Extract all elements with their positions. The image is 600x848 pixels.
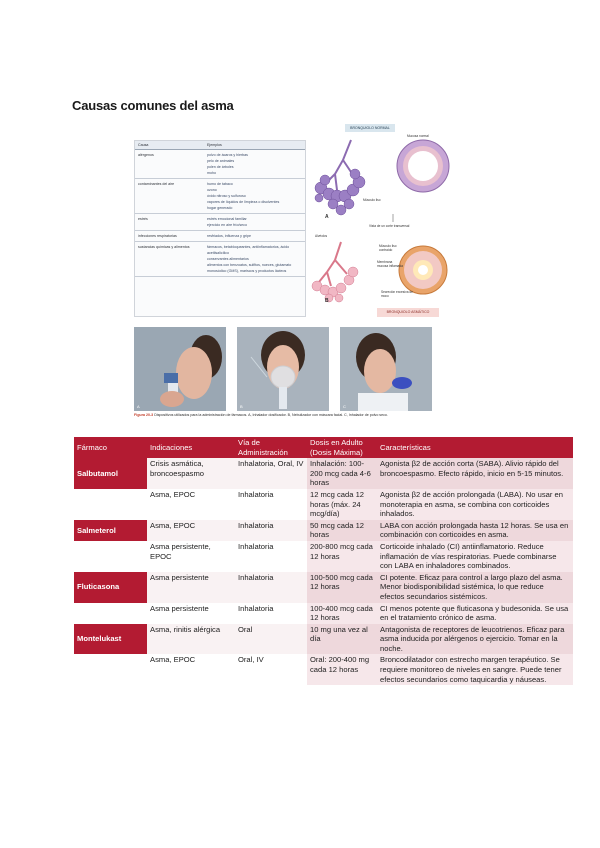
drug-characteristics: Agonista β2 de acción prolongada (LABA). No usar en monoterapia en asma, se combina con corticoides inhalados. [377,489,573,520]
label-spasm: Músculo liso contraído [379,244,397,252]
bronchiole-illustration [311,122,454,320]
causes-examples [207,181,305,211]
photo-inhaler [134,327,226,411]
drug-row [74,572,573,603]
photo-caption [134,413,432,418]
causes-col-causa: Causa [138,143,149,147]
label-mucosa: Mucosa normal [407,134,429,138]
header-farmaco: Fármaco [74,437,147,458]
photo-label-a: A [137,404,140,409]
drug-dose: Inhalación: 100-200 mcg cada 4-6 horas [307,458,377,489]
drug-route: Oral, IV [235,654,307,685]
causes-row [135,242,305,277]
header-indicaciones: Indicaciones [147,437,235,458]
caption-figure-ref: Figura 20-3 [134,413,154,417]
panel-label-b: B [325,298,329,304]
drug-route: Oral [235,624,307,655]
causes-header-row [135,141,305,150]
drug-name: Budesonida [74,541,147,572]
causes-example-item: pelo de animales [207,159,235,163]
causes-example-item: óxido nitroso y sulfuroso [207,194,246,198]
causes-example-item: moho [207,171,216,175]
drug-dose: 100-500 mcg cada 12 horas [307,572,377,603]
causes-row [135,231,305,242]
drug-name: Formoterol [74,489,147,520]
causes-example-item: alimentos con benzoatos, sulfitos, nueces, glutamato monosódico (GMS), mariscos y productos lácteos [207,263,292,273]
header-via: Vía de Administración [235,437,307,458]
causes-example-item: resfriados, influenza y gripe [207,234,251,238]
page-title: Causas comunes del asma [72,98,234,113]
causes-examples [207,152,305,176]
drug-route: Inhalatoria [235,489,307,520]
causes-example-item: conservantes alimentarios [207,257,249,261]
drug-row [74,489,573,520]
drug-characteristics: CI potente. Eficaz para control a largo plazo del asma. Menor biodisponibilidad sistémica, lo que reduce efectos secundarios sistémicos. [377,572,573,603]
causes-example-item: estrés emocional familiar [207,217,247,221]
causes-table-figure [134,140,306,317]
drug-table-header [74,437,573,458]
asthma-airway-tree [319,242,347,286]
drug-name: Beclometasona [74,603,147,624]
causes-row [135,179,305,214]
drug-table [74,437,573,685]
header-dosis: Dosis en Adulto (Dosis Máxima) [307,437,377,458]
drug-dose: 200-800 mcg cada 12 horas [307,541,377,572]
drug-indications: Asma persistente, EPOC [147,541,235,572]
drug-row [74,458,573,489]
drug-row [74,603,573,624]
causes-examples [207,216,305,228]
drug-route: Inhalatoria [235,520,307,541]
drug-indications: Asma, EPOC [147,520,235,541]
drug-route: Inhalatoria [235,572,307,603]
drug-characteristics: Agonista β2 de acción corta (SABA). Alivio rápido del broncoespasmo. Efecto rápido, inicio en 5-15 minutos. [377,458,573,489]
header-caracteristicas: Características [377,437,573,458]
drug-name: Salmeterol [74,520,147,541]
drug-characteristics: LABA con acción prolongada hasta 12 horas. Se usa en combinación con corticoides en asma. [377,520,573,541]
causes-example-item: hogar generado [207,206,233,210]
causes-row [135,150,305,179]
causes-cause: estrés [138,217,148,221]
causes-example-item: polvo de ácaros y hierbas [207,153,248,157]
label-smooth-muscle: Músculo liso [363,198,381,202]
drug-dose: 50 mcg cada 12 horas [307,520,377,541]
drug-row [74,520,573,541]
causes-example-item: humo de tabaco [207,182,233,186]
drug-table-body [74,458,573,685]
drug-row [74,541,573,572]
causes-example-item: vapores de líquidos de limpieza o disolventes [207,200,280,204]
drug-name: Fluticasona [74,572,147,603]
drug-dose: 100-400 mcg cada 12 horas [307,603,377,624]
photo-label-c: C [343,404,346,409]
drug-indications: Asma persistente [147,603,235,624]
asthma-cross-section [399,246,447,294]
photo-dry-powder-inhaler [340,327,432,411]
asthma-alveoli [312,267,358,302]
label-inflamed-mucosa: Membrana mucosa inflamada [377,260,403,268]
drug-characteristics: Antagonista de receptores de leucotrienos. Eficaz para asma inducida por alérgenos o ejercicio. Tomar en la noche. [377,624,573,655]
normal-alveoli [315,169,365,215]
causes-cause: infecciones respiratorias [138,234,177,238]
drug-name: Salbutamol [74,458,147,489]
causes-row [135,214,305,231]
causes-example-item: polen de árboles [207,165,234,169]
drug-route: Inhalatoria [235,603,307,624]
drug-route: Inhalatoria, Oral, IV [235,458,307,489]
caption-text: Dispositivos utilizados para la administración de fármacos. A, Inhalador dosificador. B, Nebulizador con máscara facial. C, Inhalador de polvo seco. [154,413,388,417]
panel-label-a: A [325,214,329,220]
causes-examples [207,244,305,274]
drug-row [74,624,573,655]
drug-indications: Crisis asmática, broncoespasmo [147,458,235,489]
drug-name: Teofilina [74,654,147,685]
drug-indications: Asma, EPOC [147,489,235,520]
drug-dose: Oral: 200-400 mg cada 12 horas [307,654,377,685]
causes-cause: contaminantes del aire [138,182,175,186]
drug-indications: Asma persistente [147,572,235,603]
photo-label-b: B [240,404,243,409]
photo-nebulizer-mask [237,327,329,411]
drug-dose: 10 mg una vez al día [307,624,377,655]
normal-cross-section [397,140,449,192]
drug-indications: Asma, EPOC [147,654,235,685]
drug-row [74,654,573,685]
inhaler-photos-figure [134,325,432,428]
causes-cause: sustancias químicas y alimentos [138,245,190,249]
causes-example-item: fármacos, betabloqueantes, antiinflamatorios, ácido acetilsalicílico [207,245,290,255]
causes-examples [207,233,305,239]
normal-bronchiole-badge: BRONQUIOLO NORMAL [345,124,395,132]
drug-indications: Asma, rinitis alérgica [147,624,235,655]
causes-rows [135,150,305,277]
causes-example-item: ejercicio en aire frío/seco [207,223,247,227]
asthma-bronchiole-badge: BRONQUIOLO ASMÁTICO [377,308,439,317]
label-alveoli: Alvéolos [315,234,328,238]
drug-characteristics: CI menos potente que fluticasona y budesonida. Se usa en el tratamiento crónico de asma. [377,603,573,624]
label-cross-section: Vista de un corte transversal [369,224,410,228]
drug-dose: 12 mcg cada 12 horas (máx. 24 mcg/día) [307,489,377,520]
drug-characteristics: Corticoide inhalado (CI) antiinflamatorio. Reduce inflamación de vías respiratorias. Puede combinarse con LABA en inhaladores combinados. [377,541,573,572]
drug-name: Montelukast [74,624,147,655]
causes-example-item: ozono [207,188,217,192]
causes-col-ejemplos: Ejemplos [207,143,222,147]
drug-route: Inhalatoria [235,541,307,572]
label-mucus: Secreción excesiva de moco [381,290,413,298]
causes-cause: alérgenos [138,153,154,157]
drug-characteristics: Broncodilatador con estrecho margen terapéutico. Se requiere monitoreo de niveles en sangre. Puede tener efectos secundarios como taquicardia y náuseas. [377,654,573,685]
